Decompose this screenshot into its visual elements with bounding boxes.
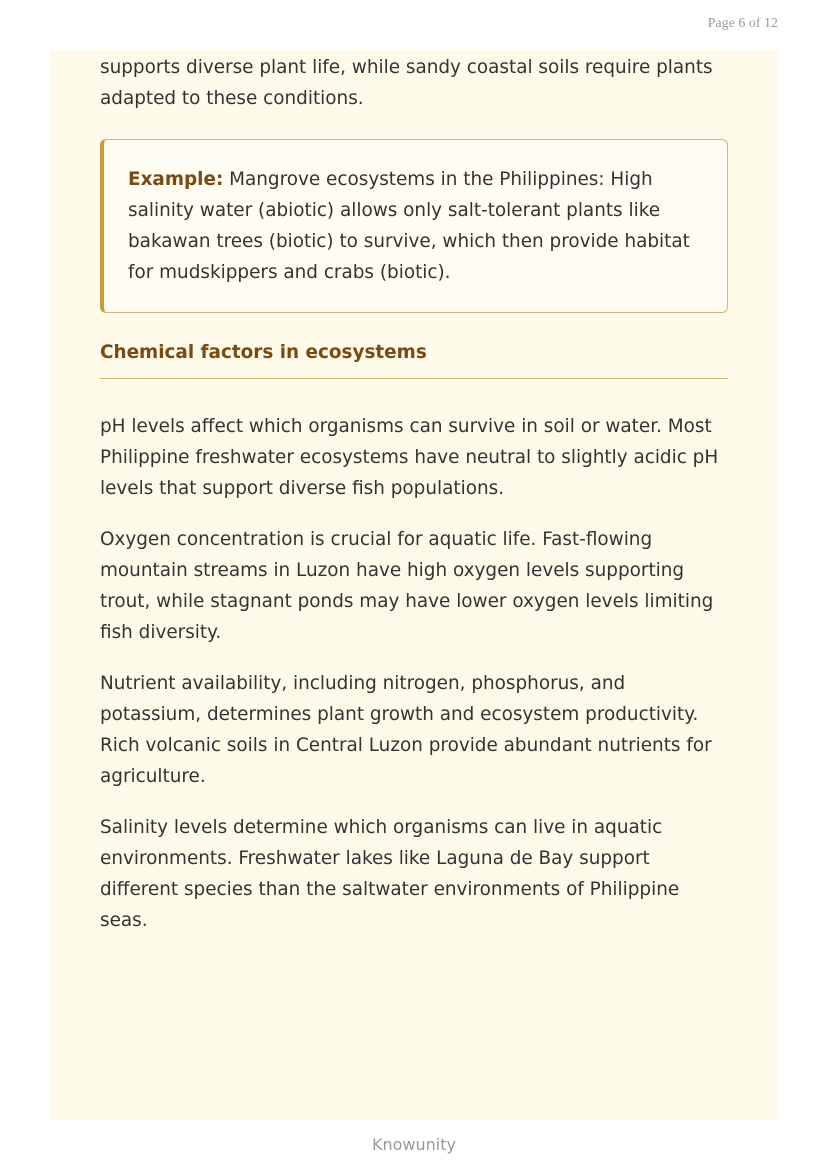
paragraph-nutrients: Nutrient availability, including nitrogen, phosphorus, and potassium, determines plant growth and ecosystem productivity. Rich volcanic soils in Central Luzon provide abundant nutrients for agriculture. bbox=[100, 673, 712, 787]
paragraph-ph: pH levels affect which organisms can survive in soil or water. Most Philippine freshwater ecosystems have neutral to slightly acidic pH levels that support diverse fish populations. bbox=[100, 416, 719, 499]
footer-brand: Knowunity bbox=[372, 1135, 456, 1154]
intro-paragraph: supports diverse plant life, while sandy coastal soils require plants adapted to these conditions. bbox=[100, 57, 713, 109]
example-text: Mangrove ecosystems in the Philippines: High salinity water (abiotic) allows only salt-tolerant plants like bakawan trees (biotic) to survive, which then provide habitat for mudskippers and crabs (biotic). bbox=[128, 169, 690, 283]
section-heading: Chemical factors in ecosystems bbox=[100, 340, 728, 379]
example-callout bbox=[100, 139, 728, 313]
document-content bbox=[100, 52, 728, 956]
paragraph-oxygen: Oxygen concentration is crucial for aquatic life. Fast-flowing mountain streams in Luzon have high oxygen levels supporting trout, while stagnant ponds may have lower oxygen levels limiting fish diversity. bbox=[100, 529, 714, 643]
page-number: Page 6 of 12 bbox=[707, 16, 778, 31]
paragraph-salinity: Salinity levels determine which organisms can live in aquatic environments. Freshwater lakes like Laguna de Bay support different species than the saltwater environments of Philippine seas. bbox=[100, 817, 680, 931]
example-label: Example: bbox=[128, 169, 224, 190]
